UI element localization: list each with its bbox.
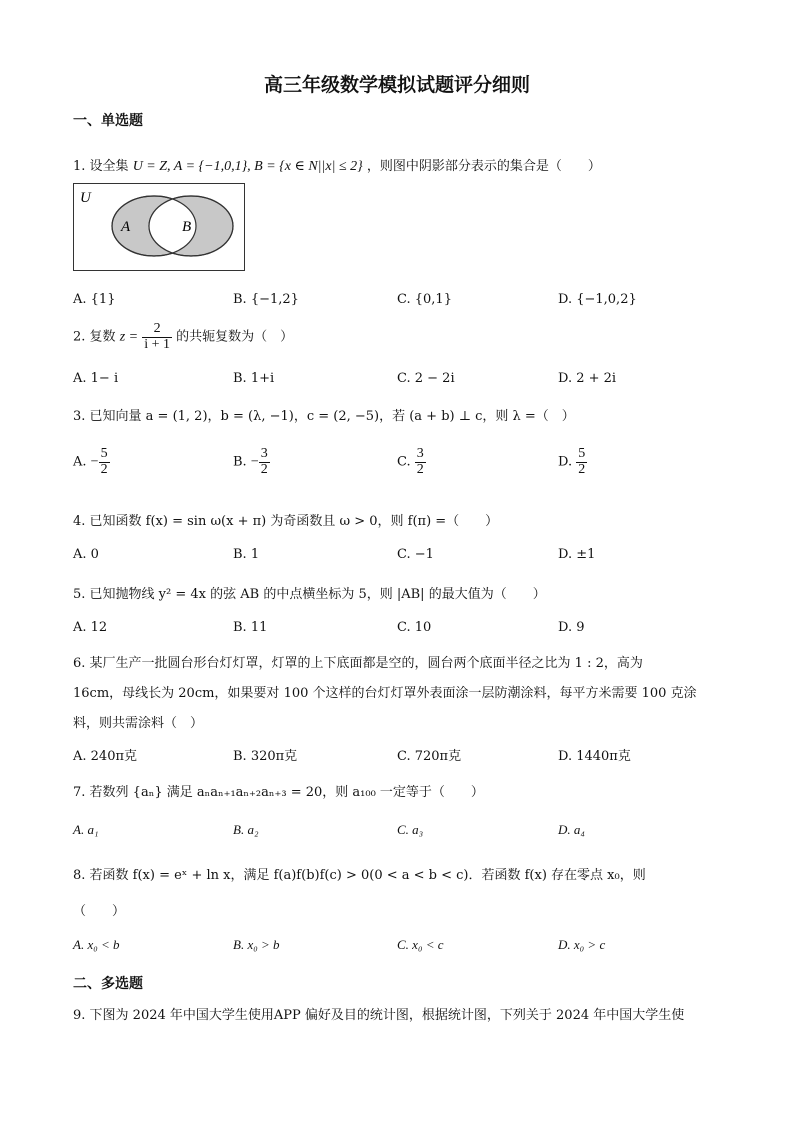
- question-1-prefix: 1. 设全集: [73, 159, 129, 174]
- fraction-numerator: 2: [142, 322, 172, 338]
- q4-option-a: A. 0: [73, 547, 99, 562]
- question-8-line-1: 8. 若函数 f(x) = eˣ + ln x，满足 f(a)f(b)f(c) > 0(0 < a < b < c)．若函数 f(x) 存在零点 x₀，则: [73, 868, 646, 883]
- q6-option-a: A. 240π克: [73, 749, 138, 764]
- question-1-formula: U = Z, A = {−1,0,1}, B = {x ∈ N||x| ≤ 2}: [132, 159, 363, 174]
- q8-option-d: D. x₀ > c: [558, 937, 606, 952]
- section-heading-multiple-choice: 二、多选题: [73, 976, 143, 992]
- page-title: 高三年级数学模拟试题评分细则: [263, 74, 530, 96]
- question-9-line-1: 9. 下图为 2024 年中国大学生使用APP 偏好及目的统计图，根据统计图，下列关于 2024 年中国大学生使: [73, 1008, 685, 1023]
- question-6-line-1: 6. 某厂生产一批圆台形台灯灯罩，灯罩的上下底面都是空的，圆台两个底面半径之比为 1 : 2，高为: [73, 656, 643, 671]
- q2-option-b: B. 1+i: [233, 371, 275, 386]
- q6-option-b: B. 320π克: [233, 749, 298, 764]
- q2-option-a: A. 1− i: [73, 371, 119, 386]
- q3-option-b: B. − $\frac{3}{2}$: [233, 446, 268, 477]
- q6-option-d: D. 1440π克: [558, 749, 631, 764]
- q5-option-d: D. 9: [558, 620, 585, 635]
- question-6-line-3: 料，则共需涂料（ ）: [73, 716, 204, 731]
- question-7: 7. 若数列 {aₙ} 满足 aₙaₙ₊₁aₙ₊₂aₙ₊₃ = 20，则 a₁₀₀ 一定等于（ ）: [73, 785, 484, 800]
- q8-option-a: A. x₀ < b: [73, 937, 120, 952]
- q2-option-d: D. 2 + 2i: [558, 371, 617, 386]
- venn-diagram: [73, 183, 245, 271]
- q7-option-c: C. a₃: [397, 822, 424, 837]
- venn-svg: [74, 184, 244, 270]
- q3-option-d: D. $\frac{5}{2}$: [558, 446, 586, 477]
- question-8-line-2: （ ）: [73, 904, 126, 919]
- question-3: 3. 已知向量 a = (1, 2)，b = (λ, −1)，c = (2, −5)，若 (a + b) ⊥ c，则 λ =（ ）: [73, 409, 575, 424]
- q7-option-a: A. a₁: [73, 822, 99, 837]
- question-4: 4. 已知函数 f(x) = sin ω(x + π) 为奇函数且 ω > 0，则 f(π) =（ ）: [73, 514, 499, 529]
- q5-option-c: C. 10: [397, 620, 432, 635]
- q2-option-c: C. 2 − 2i: [397, 371, 455, 386]
- question-5: 5. 已知抛物线 y² = 4x 的弦 AB 的中点横坐标为 5，则 |AB| 的最大值为（ ）: [73, 587, 546, 602]
- question-1-suffix: ，则图中阴影部分表示的集合是（ ）: [366, 159, 601, 174]
- q3-option-d-fraction: $\frac{5}{2}$: [578, 446, 586, 477]
- label-b: B: [182, 219, 192, 235]
- question-2: [73, 322, 293, 352]
- q7-option-d: D. a₄: [558, 822, 585, 837]
- q5-option-b: B. 11: [233, 620, 268, 635]
- q1-option-b: B. {−1,2}: [233, 292, 299, 307]
- q3-option-b-fraction: $\frac{3}{2}$: [260, 446, 268, 477]
- q4-option-c: C. −1: [397, 547, 434, 562]
- section-heading-single-choice: 一、单选题: [73, 113, 143, 129]
- q3-option-a: A. − $\frac{5}{2}$: [73, 446, 108, 477]
- q4-option-d: D. ±1: [558, 547, 596, 562]
- q4-option-b: B. 1: [233, 547, 260, 562]
- label-u: U: [80, 190, 91, 206]
- question-2-z: z =: [119, 329, 139, 345]
- question-2-fraction: [142, 322, 172, 352]
- question-2-suffix: 的共轭复数为（ ）: [176, 329, 294, 345]
- label-a: A: [121, 219, 131, 235]
- q3-option-c: C. $\frac{3}{2}$: [397, 446, 424, 477]
- q8-option-c: C. x₀ < c: [397, 937, 444, 952]
- q7-option-b: B. a₂: [233, 822, 259, 837]
- q1-option-c: C. {0,1}: [397, 292, 452, 307]
- fraction-denominator: i + 1: [144, 336, 171, 352]
- q6-option-c: C. 720π克: [397, 749, 462, 764]
- q3-option-a-fraction: $\frac{5}{2}$: [100, 446, 108, 477]
- q1-option-a: A. {1}: [73, 292, 116, 307]
- q3-option-c-fraction: $\frac{3}{2}$: [416, 446, 424, 477]
- question-6-line-2: 16cm，母线长为 20cm，如果要对 100 个这样的台灯灯罩外表面涂一层防潮涂料，每平方米需要 100 克涂: [73, 686, 697, 701]
- q1-option-d: D. {−1,0,2}: [558, 292, 637, 307]
- question-2-prefix: 2. 复数: [73, 329, 116, 345]
- question-1: [73, 155, 601, 175]
- q5-option-a: A. 12: [73, 620, 108, 635]
- q8-option-b: B. x₀ > b: [233, 937, 280, 952]
